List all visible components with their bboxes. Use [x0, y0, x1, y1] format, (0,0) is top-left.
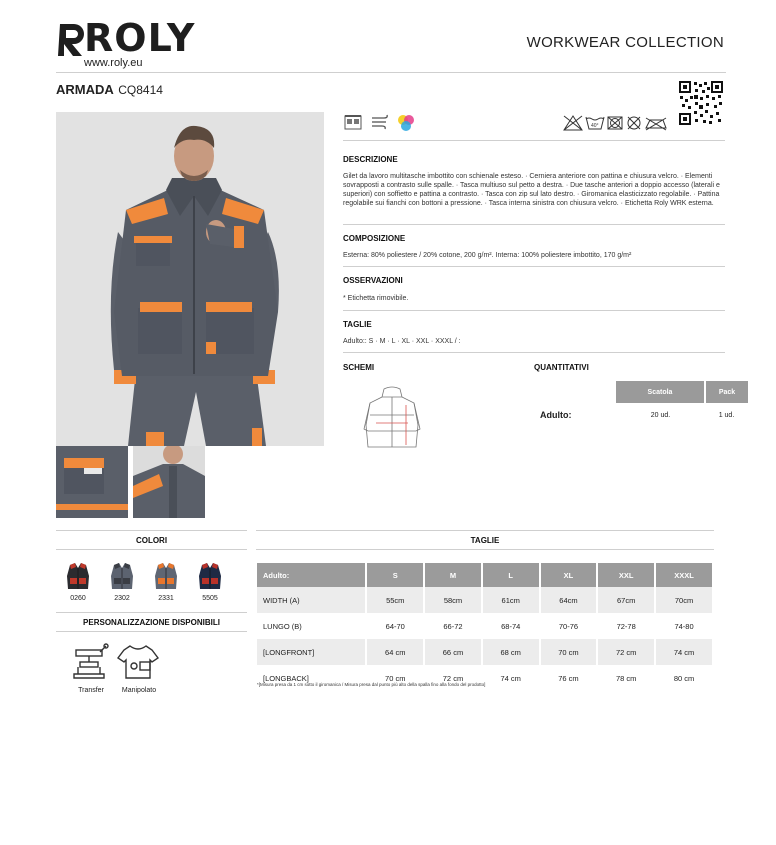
measure-label: [LONGFRONT] [257, 639, 367, 665]
product-title [56, 81, 163, 99]
measure-label: [LONGBACK] [257, 665, 367, 691]
size-table-heading: TAGLIE [470, 536, 500, 545]
size-column-header: S [367, 563, 425, 587]
measure-label: LUNGO (B) [257, 613, 367, 639]
size-value: 80 cm [656, 665, 714, 691]
size-value: 61cm [483, 587, 541, 613]
color-mix-icon [396, 113, 416, 133]
care-icons [562, 113, 668, 133]
divider [343, 224, 725, 225]
divider [56, 631, 247, 632]
header-divider [56, 72, 726, 73]
size-value: 70cm [656, 587, 714, 613]
size-column-header: XXXL [656, 563, 714, 587]
size-value: 74 cm [483, 665, 541, 691]
size-value: 70-76 [541, 613, 599, 639]
brand-logo-text: ROLY [84, 16, 196, 60]
size-value: 55cm [367, 587, 425, 613]
color-swatch-2302[interactable] [108, 562, 136, 602]
row-label: Adulto: [540, 410, 572, 420]
manipolato-label: Manipolato [121, 687, 157, 694]
size-table-row-header: Adulto: [257, 563, 367, 587]
divider [56, 549, 247, 550]
color-swatch-0260[interactable] [64, 562, 92, 602]
descrizione-text: Gilet da lavoro multitasche imbottito con schienale esteso. · Cerniera anteriore con pattina e chiusura velcro. · Elementi sovrapposti a contrasto sulle spalle. · Tasca multiuso sul petto a destra. · Due tasche anteriori a doppio accesso (laterali e superiori) con soffietto e pattina a contrasto. · Tasca con zip sul lato destro. · Giromanica elasticizzato regolabile. · Pattina regolabile sui fianchi con bottoni a pressione. · Tasca interna sinistra con chiusura velcro. · Etichetta Roly WRK esterna. [343, 173, 720, 207]
size-value: 66 cm [425, 639, 483, 665]
size-value: 67cm [598, 587, 656, 613]
size-value: 72 cm [425, 665, 483, 691]
size-value: 64cm [541, 587, 599, 613]
size-value: 72 cm [598, 639, 656, 665]
vest-icon [64, 562, 92, 590]
size-value: 68-74 [483, 613, 541, 639]
size-value: 68 cm [483, 639, 541, 665]
qr-code[interactable] [679, 81, 723, 125]
color-swatches [64, 562, 234, 604]
table-row [257, 587, 714, 613]
size-column-header: M [425, 563, 483, 587]
divider [56, 530, 247, 531]
vest-icon [108, 562, 136, 590]
taglie-text: Adulto:: S · M · L · XL · XXL · XXXL / : [343, 338, 461, 345]
color-code: 5505 [202, 595, 218, 602]
iron-icon [646, 118, 666, 130]
table-row [257, 665, 714, 691]
svg-text:40°: 40° [591, 123, 599, 129]
size-column-header: XL [541, 563, 599, 587]
composizione-text: Esterna: 80% poliestere / 20% cotone, 200 g/m². Interna: 100% poliestere imbottito, 170 g/m² [343, 252, 632, 259]
taglie-heading: TAGLIE [343, 320, 372, 329]
osservazioni-heading: OSSERVAZIONI [343, 276, 403, 285]
tshirt-tag-icon [116, 642, 162, 682]
vest-icon [152, 562, 180, 590]
size-table [257, 563, 714, 691]
heat-press-icon [70, 642, 110, 682]
scatola-value: 20 ud. [650, 411, 671, 419]
size-value: 78 cm [598, 665, 656, 691]
product-schematic [362, 385, 422, 453]
divider [56, 612, 247, 613]
color-swatch-2331[interactable] [152, 562, 180, 602]
size-value: 64-70 [367, 613, 425, 639]
personalization-transfer[interactable] [70, 642, 112, 694]
no-dry-clean-icon [628, 117, 640, 129]
col-scatola: Scatola [616, 381, 705, 403]
divider [256, 549, 714, 550]
no-bleach-icon [564, 116, 582, 130]
composizione-heading: COMPOSIZIONE [343, 234, 406, 243]
size-value: 66-72 [425, 613, 483, 639]
product-main-photo[interactable] [56, 112, 324, 446]
product-thumbnail-2[interactable] [133, 446, 205, 518]
size-value: 74 cm [656, 639, 714, 665]
size-value: 72-78 [598, 613, 656, 639]
colori-heading: COLORI [135, 536, 168, 545]
quantitativi-table [534, 381, 748, 427]
divider [256, 530, 714, 531]
table-row [257, 639, 714, 665]
size-value: 74-80 [656, 613, 714, 639]
size-value: 58cm [425, 587, 483, 613]
color-swatch-5505[interactable] [196, 562, 224, 602]
website-link[interactable]: www.roly.eu [84, 57, 143, 69]
schemi-heading: SCHEMI [343, 363, 375, 372]
collection-title: WORKWEAR COLLECTION [526, 34, 724, 51]
size-value: 76 cm [541, 665, 599, 691]
descrizione-heading: DESCRIZIONE [343, 155, 398, 164]
personalizzazione-heading: PERSONALIZZAZIONE DISPONIBILI [83, 618, 220, 627]
divider [343, 266, 725, 267]
divider [343, 140, 725, 141]
table-row [257, 613, 714, 639]
divider [343, 310, 725, 311]
osservazioni-text: * Etichetta rimovibile. [343, 295, 409, 302]
multi-pocket-icon [344, 113, 362, 131]
personalization-manipolato[interactable] [116, 642, 162, 694]
color-code: 2331 [158, 595, 174, 602]
no-tumble-dry-icon [608, 117, 622, 129]
size-column-header: XXL [598, 563, 656, 587]
col-pack: Pack [705, 381, 748, 403]
vest-icon [196, 562, 224, 590]
transfer-label: Transfer [78, 687, 104, 694]
size-column-header: L [483, 563, 541, 587]
measure-label: WIDTH (A) [257, 587, 367, 613]
pack-value: 1 ud. [718, 411, 735, 419]
size-value: 70 cm [541, 639, 599, 665]
product-thumbnail-1[interactable] [56, 446, 128, 518]
color-code: 0260 [70, 595, 86, 602]
size-footnote: *[Misura presa da 1 cm sotto il giromanica / Misura presa dal punto più alto della spalla fino alla fondo del prodotto] [257, 682, 486, 687]
product-name: ARMADA [56, 82, 114, 97]
divider [343, 352, 725, 353]
size-value: 64 cm [367, 639, 425, 665]
windproof-icon [370, 113, 390, 131]
color-code: 2302 [114, 595, 130, 602]
product-code: CQ8414 [118, 83, 163, 97]
size-value: 70 cm [367, 665, 425, 691]
quantitativi-heading: QUANTITATIVI [534, 363, 589, 372]
